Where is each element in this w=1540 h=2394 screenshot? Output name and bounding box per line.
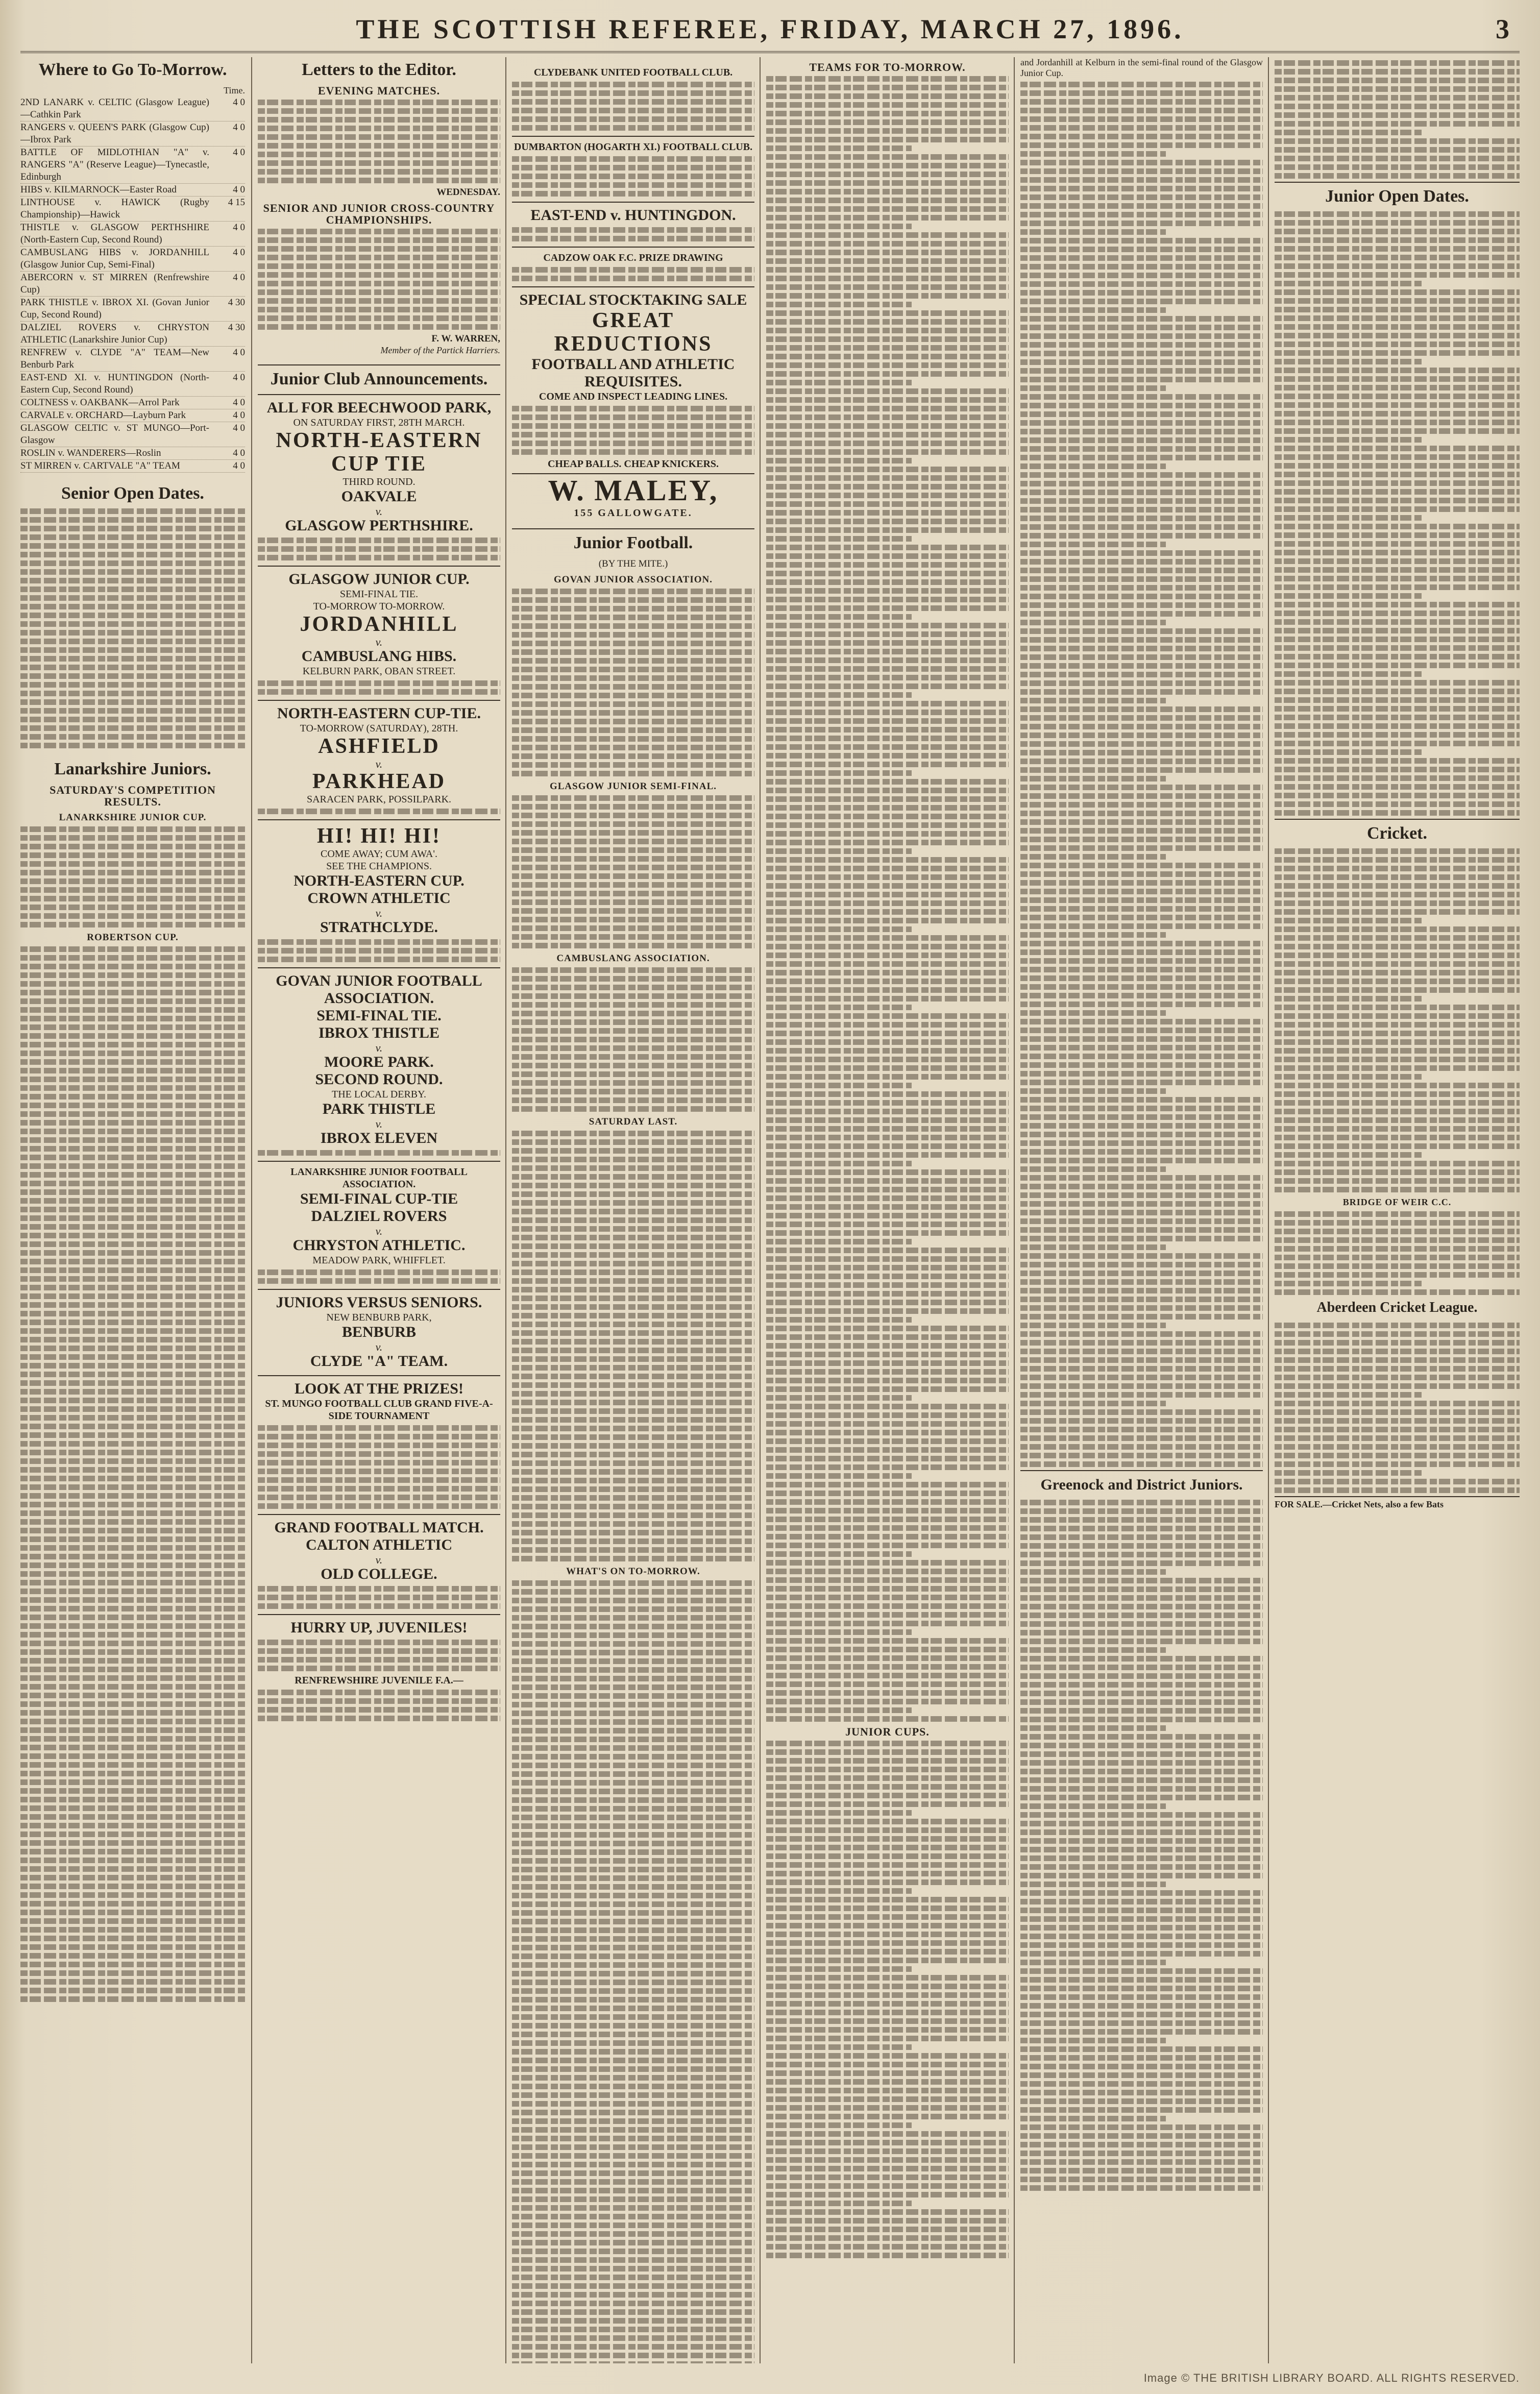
ad6-title: LANARKSHIRE JUNIOR FOOTBALL ASSOCIATION. [290, 1166, 468, 1190]
cricket-text [1275, 848, 1520, 1192]
ad4-team2: STRATHCLYDE. [320, 919, 438, 936]
ad3-team1: ASHFIELD [318, 735, 440, 758]
ad9-versus: v. [375, 1553, 383, 1566]
fixture-row [20, 184, 245, 197]
ad2-title: GLASGOW JUNIOR CUP. [288, 571, 470, 588]
whats-on-text [512, 1580, 754, 2363]
ad4-cup: NORTH-EASTERN CUP. [294, 872, 465, 889]
saturday-last-heading: SATURDAY LAST. [589, 1116, 678, 1127]
fixture-match: PARK THISTLE v. IBROX XI. (Govan Junior Cup, Second Round) [20, 297, 209, 320]
fixture-row [20, 146, 245, 184]
ad5-versus2: v. [375, 1117, 383, 1130]
ad5-team1: IBROX THISTLE [318, 1024, 440, 1041]
fixture-row [20, 247, 245, 272]
greenock-juniors-heading: Greenock and District Juniors. [1020, 1470, 1263, 1495]
letter2-body [258, 229, 500, 330]
ad7-team2: CLYDE "A" TEAM. [310, 1353, 448, 1370]
fixture-match: DALZIEL ROVERS v. CHRYSTON ATHLETIC (Lanarkshire Junior Cup) [20, 322, 209, 345]
fixture-match: COLTNESS v. OAKBANK—Arrol Park [20, 397, 180, 408]
ad9-title: GRAND FOOTBALL MATCH. [274, 1519, 484, 1536]
ad7-venue: NEW BENBURB PARK, [326, 1312, 432, 1323]
col6-text-1 [1275, 60, 1520, 179]
ad-maley [512, 286, 754, 519]
fixture-time: 4 0 [233, 122, 245, 133]
fixture-time: 4 0 [233, 347, 245, 358]
letter2-signature-role: Member of the Partick Harriers. [380, 345, 500, 355]
fixture-row [20, 422, 245, 447]
ad3-versus: v. [375, 758, 383, 770]
fixture-match: CAMBUSLANG HIBS v. JORDANHILL (Glasgow Junior Cup, Semi-Final) [20, 247, 209, 270]
fixture-match: ROSLIN v. WANDERERS—Roslin [20, 448, 161, 458]
club-announcements-heading: Junior Club Announcements. [258, 364, 500, 389]
ad-cadzow-title: CADZOW OAK F.C. PRIZE DRAWING [543, 252, 723, 263]
ad-govan-junior [258, 967, 500, 1156]
lanarkshire-juniors-heading: Lanarkshire Juniors. [54, 760, 211, 778]
ad5-team4: IBROX ELEVEN [320, 1130, 438, 1146]
column-rule [505, 57, 506, 2363]
robertson-cup-heading: ROBERTSON CUP. [87, 932, 179, 943]
fixture-time: 4 0 [233, 147, 245, 158]
ad-cadzow [512, 247, 754, 281]
letters-heading: Letters to the Editor. [302, 60, 456, 79]
fixture-match: LINTHOUSE v. HAWICK (Rugby Championship)—Hawick [20, 197, 209, 220]
ad1-title: ALL FOR BEECHWOOD PARK, [266, 399, 492, 416]
ad6-team2: CHRYSTON ATHLETIC. [292, 1237, 466, 1254]
fixture-time: 4 30 [228, 322, 245, 333]
fixture-time: 4 0 [233, 410, 245, 421]
govan-association-heading: GOVAN JUNIOR ASSOCIATION. [554, 574, 713, 585]
aberdeen-league-heading: Aberdeen Cricket League. [1316, 1300, 1478, 1315]
ad-maley-sub: GREAT REDUCTIONS [554, 309, 713, 356]
cricket-heading: Cricket. [1275, 819, 1520, 843]
ad6-team1: DALZIEL ROVERS [311, 1208, 447, 1225]
fixture-row [20, 297, 245, 322]
junior-open-dates-heading: Junior Open Dates. [1275, 182, 1520, 206]
ad5-sub: SEMI-FINAL TIE. [316, 1007, 442, 1024]
ad4-sub2: SEE THE CHAMPIONS. [326, 861, 432, 872]
ad-st-mungo [258, 1375, 500, 1509]
ad2-when: TO-MORROW TO-MORROW. [313, 601, 445, 612]
fixture-match: ABERCORN v. ST MIRREN (Renfrewshire Cup) [20, 272, 209, 295]
lanarkshire-text [20, 946, 245, 2002]
fixture-time: 4 0 [233, 423, 245, 433]
fixture-row [20, 397, 245, 409]
ad7-versus: v. [375, 1340, 383, 1353]
fixture-match: CARVALE v. ORCHARD—Layburn Park [20, 410, 186, 421]
ad-glasgow-junior-cup [258, 566, 500, 695]
whats-on-heading: WHAT'S ON TO-MORROW. [566, 1566, 700, 1577]
ad1-team1: OAKVALE [341, 488, 417, 505]
ad4-title: HI! HI! HI! [317, 824, 441, 848]
ad9-team1: CALTON ATHLETIC [305, 1536, 453, 1553]
ad2-venue: KELBURN PARK, OBAN STREET. [302, 666, 456, 677]
glasgow-semi-heading: GLASGOW JUNIOR SEMI-FINAL. [549, 781, 717, 792]
ad2-team1: JORDANHILL [300, 613, 458, 636]
ad9-team2: OLD COLLEGE. [321, 1566, 437, 1582]
fixture-time: 4 0 [233, 272, 245, 283]
ad-maley-sub2: FOOTBALL AND ATHLETIC REQUISITES. [531, 356, 735, 390]
fixture-time: 4 0 [233, 448, 245, 458]
ad-clydebank [512, 62, 754, 131]
senior-open-dates-heading: Senior Open Dates. [61, 484, 204, 503]
fixture-match: ST MIRREN v. CARTVALE "A" TEAM [20, 460, 180, 471]
junior-football-text-1 [512, 589, 754, 776]
columns [0, 57, 1540, 2363]
aberdeen-text [1275, 1323, 1520, 1493]
ad2-team2: CAMBUSLANG HIBS. [301, 648, 457, 665]
ad3-team2: PARKHEAD [312, 770, 446, 793]
fixture-time: 4 0 [233, 184, 245, 195]
copyright-credit: Image © THE BRITISH LIBRARY BOARD. ALL RIGHTS RESERVED. [1143, 2372, 1520, 2384]
ad-maley-cheap: CHEAP BALLS. CHEAP KNICKERS. [547, 458, 719, 470]
ad-juveniles [258, 1614, 500, 1721]
senior-open-dates-text [20, 508, 245, 748]
ad6-versus: v. [375, 1225, 383, 1237]
ad1-team2: GLASGOW PERTHSHIRE. [285, 517, 473, 534]
column-4 [766, 57, 1009, 2363]
junior-football-heading: Junior Football. [512, 528, 754, 553]
ad5-team2: MOORE PARK. [324, 1054, 434, 1070]
fixture-row [20, 197, 245, 222]
fixture-match: RENFREW v. CLYDE "A" TEAM—New Benburb Park [20, 347, 209, 370]
letter2-heading: SENIOR AND JUNIOR CROSS-COUNTRY CHAMPIONSHIPS. [263, 202, 495, 226]
fixture-row [20, 347, 245, 372]
teams-heading: TEAMS FOR TO-MORROW. [809, 61, 966, 74]
ad8-title: LOOK AT THE PRIZES! [295, 1380, 463, 1397]
for-sale-notice: FOR SALE.—Cricket Nets, also a few Bats [1275, 1496, 1520, 1510]
ad8-sub: ST. MUNGO FOOTBALL CLUB GRAND FIVE-A-SIDE TOURNAMENT [265, 1398, 493, 1422]
ad7-team1: BENBURB [341, 1324, 417, 1340]
fixture-time: 4 15 [228, 197, 245, 208]
cambuslang-heading: CAMBUSLANG ASSOCIATION. [556, 953, 710, 964]
fixture-time: 4 0 [233, 247, 245, 258]
letter2-signature: F. W. WARREN, [431, 333, 500, 344]
junior-football-byline: (BY THE MITE.) [598, 558, 668, 569]
ad5-team3: PARK THISTLE [322, 1101, 436, 1117]
fixture-row [20, 272, 245, 297]
results-text [20, 826, 245, 927]
ad-grand-match [258, 1514, 500, 1609]
column-rule [1014, 57, 1015, 2363]
ad4-team1: CROWN ATHLETIC [307, 890, 451, 907]
fixture-row [20, 409, 245, 422]
fixture-row [20, 460, 245, 473]
ad-lanarkshire-junior [258, 1161, 500, 1284]
fixture-match: RANGERS v. QUEEN'S PARK (Glasgow Cup)—Ibrox Park [20, 122, 209, 145]
ad2-sub: SEMI-FINAL TIE. [339, 589, 419, 600]
fixture-row [20, 222, 245, 247]
fixture-match: EAST-END XI. v. HUNTINGDON (North-Eastern Cup, Second Round) [20, 372, 209, 395]
page-number: 3 [1496, 14, 1509, 44]
column-5 [1020, 57, 1263, 2363]
junior-football-text-2 [512, 795, 754, 948]
results-heading: SATURDAY'S COMPETITION RESULTS. [50, 784, 216, 808]
where-to-go-heading: Where to Go To-Morrow. [38, 60, 227, 79]
column-rule [1268, 57, 1269, 2363]
ad-dumbarton [512, 136, 754, 197]
ad-juniors-seniors [258, 1289, 500, 1370]
col5-text-2 [1020, 1500, 1263, 2191]
junior-football-text-3 [512, 967, 754, 1112]
fixture-match: THISTLE v. GLASGOW PERTHSHIRE (North-Eastern Cup, Second Round) [20, 222, 209, 245]
fixture-row [20, 121, 245, 146]
ad7-title: JUNIORS VERSUS SENIORS. [276, 1294, 482, 1311]
ad1-date: ON SATURDAY FIRST, 28TH MARCH. [293, 417, 465, 428]
letter1-signature: WEDNESDAY. [436, 187, 500, 198]
ad1-round: THIRD ROUND. [343, 476, 415, 487]
column-6 [1275, 57, 1520, 2363]
column-rule [251, 57, 252, 2363]
junior-cups-text [766, 1741, 1009, 2258]
col5-text-1 [1020, 82, 1263, 1467]
ad2-versus: v. [375, 636, 383, 648]
ad-dumbarton-title: DUMBARTON (HOGARTH XI.) FOOTBALL CLUB. [514, 141, 753, 153]
ad3-title: NORTH-EASTERN CUP-TIE. [277, 705, 481, 722]
junior-football-text-4 [512, 1131, 754, 1561]
ad10-title: HURRY UP, JUVENILES! [290, 1619, 468, 1636]
ad-beechwood [258, 394, 500, 560]
ad-maley-title: SPECIAL STOCKTAKING SALE [519, 291, 747, 308]
junior-open-dates-text [1275, 211, 1520, 816]
ad4-versus: v. [375, 907, 383, 919]
col5-intro: and Jordanhill at Kelburn in the semi-final round of the Glasgow Junior Cup. [1020, 57, 1263, 78]
ad6-venue: MEADOW PARK, WHIFFLET. [312, 1255, 446, 1266]
ad-east-end [512, 202, 754, 241]
ad5-versus: v. [375, 1041, 383, 1054]
ad1-versus: v. [375, 505, 383, 518]
ad5-title: GOVAN JUNIOR FOOTBALL ASSOCIATION. [276, 972, 482, 1007]
column-rule [760, 57, 761, 2363]
fixture-time: 4 0 [233, 372, 245, 383]
ad4-sub: COME AWAY; CUM AWA'. [321, 848, 437, 860]
ad-maley-sub3: COME AND INSPECT LEADING LINES. [539, 391, 728, 402]
fixture-row [20, 372, 245, 397]
teams-text [766, 76, 1009, 1722]
results-subheading: LANARKSHIRE JUNIOR CUP. [59, 812, 207, 823]
column-2 [258, 57, 500, 2363]
ad-north-eastern-cup [258, 700, 500, 814]
masthead-title: THE SCOTTISH REFEREE, FRIDAY, MARCH 27, 1896. [356, 14, 1184, 44]
fixture-match: 2ND LANARK v. CELTIC (Glasgow League)—Cathkin Park [20, 97, 209, 120]
fixture-row [20, 447, 245, 460]
ad11-title: RENFREWSHIRE JUVENILE F.A.— [295, 1675, 463, 1686]
bridge-of-weir-heading: BRIDGE OF WEIR C.C. [1342, 1197, 1452, 1207]
ad5-round: SECOND ROUND. [315, 1071, 443, 1088]
fixture-time: 4 30 [228, 297, 245, 308]
time-header: Time. [224, 85, 245, 95]
fixture-match: BATTLE OF MIDLOTHIAN "A" v. RANGERS "A" (Reserve League)—Tynecastle, Edinburgh [20, 147, 209, 182]
junior-cups-heading: JUNIOR CUPS. [845, 1725, 930, 1738]
fixture-match: HIBS v. KILMARNOCK—Easter Road [20, 184, 177, 195]
ad1-cup: NORTH-EASTERN CUP TIE [276, 429, 482, 476]
fixture-time: 4 0 [233, 460, 245, 471]
ad3-when: TO-MORROW (SATURDAY), 28TH. [300, 723, 458, 734]
ad3-venue: SARACEN PARK, POSSILPARK. [306, 794, 452, 805]
fixture-time: 4 0 [233, 222, 245, 233]
ad5-derby: THE LOCAL DERBY. [332, 1089, 426, 1100]
letter1-heading: EVENING MATCHES. [317, 84, 441, 97]
ad-maley-address: 155 GALLOWGATE. [574, 507, 693, 519]
fixture-time: 4 0 [233, 397, 245, 408]
column-1 [20, 57, 245, 2363]
ad6-sub: SEMI-FINAL CUP-TIE [300, 1190, 458, 1207]
fixture-match: GLASGOW CELTIC v. ST MUNGO—Port-Glasgow [20, 423, 209, 446]
ad-crown-athletic [258, 819, 500, 962]
ad-east-end-title: EAST-END v. HUNTINGDON. [530, 207, 736, 224]
bridge-of-weir-table [1275, 1211, 1520, 1295]
ad-clydebank-title: CLYDEBANK UNITED FOOTBALL CLUB. [533, 67, 733, 78]
fixture-row [20, 322, 245, 347]
letter1-body [258, 100, 500, 183]
masthead [20, 10, 1520, 53]
fixture-list [20, 96, 245, 473]
ad-maley-name: W. MALEY, [512, 473, 754, 507]
fixture-time: 4 0 [233, 97, 245, 108]
column-3 [512, 57, 754, 2363]
fixture-row [20, 96, 245, 121]
